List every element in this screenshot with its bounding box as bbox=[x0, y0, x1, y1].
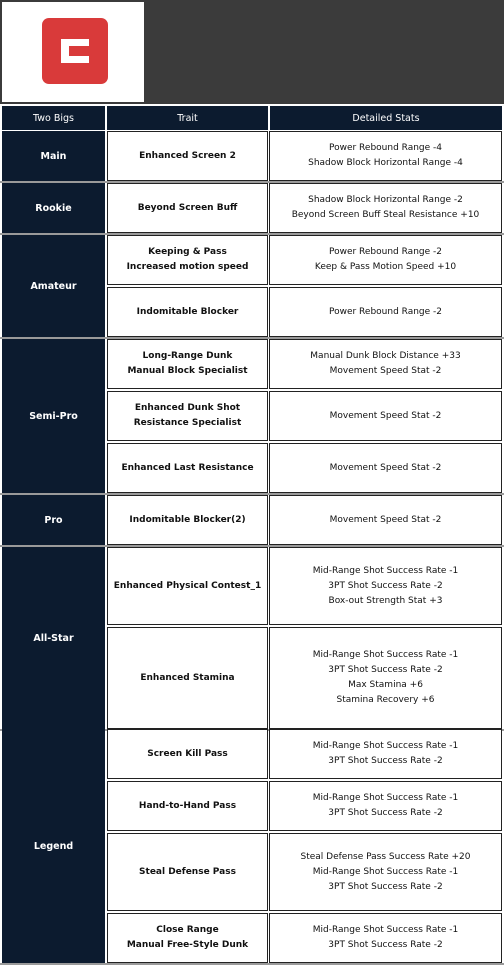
stats-cell: Power Rebound Range -4 Shadow Block Horizontal Range -4 bbox=[269, 131, 502, 181]
trait-cell: Screen Kill Pass bbox=[107, 729, 268, 779]
stats-cell: Manual Dunk Block Distance +33 Movement Speed Stat -2 bbox=[269, 339, 502, 389]
stats-cell: Mid-Range Shot Success Rate -1 3PT Shot Success Rate -2 bbox=[269, 729, 502, 779]
stats-cell: Movement Speed Stat -2 bbox=[269, 495, 502, 545]
trait-cell: Enhanced Dunk Shot Resistance Specialist bbox=[107, 391, 268, 441]
group-all-star bbox=[0, 547, 504, 729]
stats-cell: Mid-Range Shot Success Rate -1 3PT Shot Success Rate -2 bbox=[269, 913, 502, 963]
trait-cell: Hand-to-Hand Pass bbox=[107, 781, 268, 831]
group-label: Legend bbox=[2, 729, 105, 963]
stats-cell: Movement Speed Stat -2 bbox=[269, 391, 502, 441]
logo-area bbox=[2, 2, 144, 102]
trait-cell: Long-Range Dunk Manual Block Specialist bbox=[107, 339, 268, 389]
trait-cell: Beyond Screen Buff bbox=[107, 183, 268, 233]
stats-cell: Mid-Range Shot Success Rate -1 3PT Shot Success Rate -2 Max Stamina +6 Stamina Recovery +6 bbox=[269, 627, 502, 729]
group-main bbox=[0, 131, 504, 181]
group-label: Pro bbox=[2, 495, 105, 545]
stats-cell: Shadow Block Horizontal Range -2 Beyond Screen Buff Steal Resistance +10 bbox=[269, 183, 502, 233]
trait-cell: Indomitable Blocker(2) bbox=[107, 495, 268, 545]
c-letter-logo-icon bbox=[42, 18, 108, 84]
trait-cell: Close Range Manual Free-Style Dunk bbox=[107, 913, 268, 963]
trait-cell: Indomitable Blocker bbox=[107, 287, 268, 337]
group-legend bbox=[0, 729, 504, 963]
stats-cell: Mid-Range Shot Success Rate -1 3PT Shot Success Rate -2 bbox=[269, 781, 502, 831]
group-semi-pro bbox=[0, 339, 504, 493]
column-header-trait: Trait bbox=[107, 106, 268, 130]
column-header-detailed-stats: Detailed Stats bbox=[270, 106, 502, 130]
trait-cell: Enhanced Screen 2 bbox=[107, 131, 268, 181]
trait-cell: Keeping & Pass Increased motion speed bbox=[107, 235, 268, 285]
group-label: Rookie bbox=[2, 183, 105, 233]
trait-cell: Enhanced Stamina bbox=[107, 627, 268, 729]
trait-cell: Enhanced Last Resistance bbox=[107, 443, 268, 493]
group-pro bbox=[0, 495, 504, 545]
stats-cell: Movement Speed Stat -2 bbox=[269, 443, 502, 493]
group-amateur bbox=[0, 235, 504, 337]
group-rookie bbox=[0, 183, 504, 233]
group-label: Semi-Pro bbox=[2, 339, 105, 493]
trait-cell: Enhanced Physical Contest_1 bbox=[107, 547, 268, 625]
stats-cell: Steal Defense Pass Success Rate +20 Mid-Range Shot Success Rate -1 3PT Shot Success Rate -2 bbox=[269, 833, 502, 911]
trait-cell: Steal Defense Pass bbox=[107, 833, 268, 911]
group-label: All-Star bbox=[2, 547, 105, 729]
column-header-two-bigs: Two Bigs bbox=[2, 106, 105, 130]
stats-cell: Mid-Range Shot Success Rate -1 3PT Shot Success Rate -2 Box-out Strength Stat +3 bbox=[269, 547, 502, 625]
stats-cell: Power Rebound Range -2 bbox=[269, 287, 502, 337]
stats-cell: Power Rebound Range -2 Keep & Pass Motion Speed +10 bbox=[269, 235, 502, 285]
group-label: Amateur bbox=[2, 235, 105, 337]
group-label: Main bbox=[2, 131, 105, 181]
header-banner bbox=[0, 0, 504, 104]
table-header bbox=[0, 104, 504, 130]
